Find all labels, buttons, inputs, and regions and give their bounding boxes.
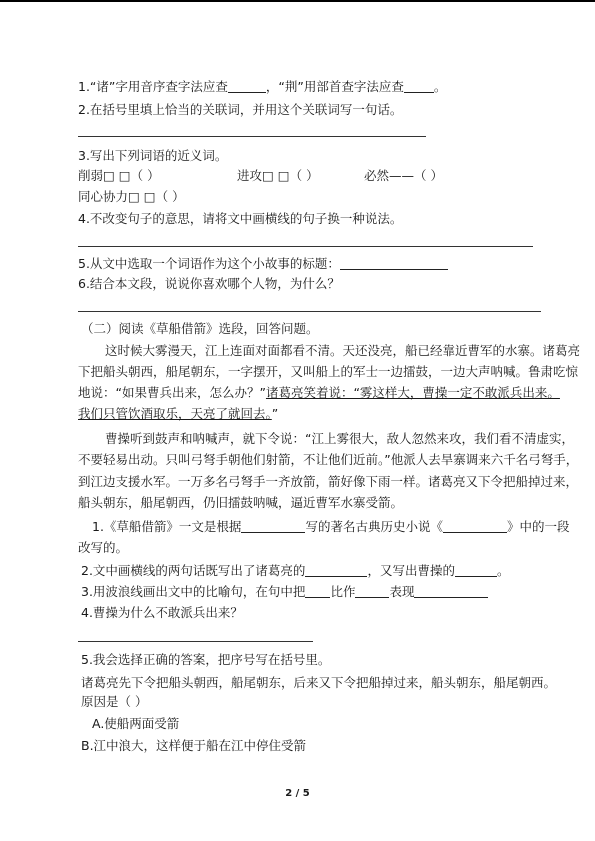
question-5-text: 5.从文中选取一个词语作为这个小故事的标题： — [78, 256, 340, 271]
answer-blank[interactable] — [414, 585, 488, 598]
passage-text: 地说：“如果曹兵出来，怎么办？” — [78, 385, 266, 400]
question-text: 表现 — [389, 584, 415, 599]
question-4: 4.不改变句子的意思，请将文中画横线的句子换一种说法。 — [78, 211, 403, 226]
question-5-stem-answer: 原因是（ ） — [81, 694, 148, 709]
header-rule — [0, 0, 595, 2]
answer-blank[interactable] — [355, 585, 389, 598]
passage-line: 到江边支援水军。一万多名弓弩手一齐放箭，箭好像下雨一样。诸葛亮又下令把船掉过来， — [78, 474, 579, 489]
section-2-question-2 — [81, 563, 509, 579]
passage-line — [78, 406, 278, 422]
question-text: 2.文中画横线的两句话既写出了诸葛亮的 — [81, 563, 306, 578]
answer-blank[interactable] — [305, 564, 367, 577]
question-text: 3.用波浪线画出文中的比喻句，在句中把 — [81, 584, 306, 599]
underlined-sentence: 诸葛亮笑着说：“雾这样大，曹操一定不敢派兵出来。 — [265, 385, 560, 400]
question-1-text-c: 。 — [433, 79, 447, 94]
answer-line[interactable] — [78, 246, 533, 247]
question-text: 写的著名古典历史小说《 — [305, 519, 443, 534]
question-3-item-2: 进攻□ □（ ） — [237, 168, 319, 183]
passage-line — [78, 385, 560, 401]
question-3: 3.写出下列词语的近义词。 — [78, 148, 228, 163]
option-a[interactable]: A.使船两面受箭 — [92, 716, 180, 731]
question-5 — [78, 256, 448, 272]
page-number: 2 / 5 — [285, 788, 310, 799]
answer-blank[interactable] — [443, 520, 507, 533]
question-text: 。 — [496, 563, 510, 578]
section-2-question-3 — [81, 584, 488, 600]
answer-blank[interactable] — [228, 80, 266, 93]
question-3-item-3: 必然——（ ） — [364, 168, 443, 183]
passage-line: 曹操听到鼓声和呐喊声，就下令说：“江上雾很大，敌人忽然来攻，我们看不清虚实， — [105, 431, 574, 446]
passage-line: 船头朝东，船尾朝西，仍旧擂鼓呐喊，逼近曹军水寨受箭。 — [78, 495, 404, 510]
question-text: 1.《草船借箭》一文是根据 — [92, 519, 242, 534]
question-6: 6.结合本文段，说说你喜欢哪个人物，为什么？ — [78, 276, 340, 291]
underlined-sentence: 我们只管饮酒取乐，天亮了就回去。 — [78, 406, 272, 421]
answer-line[interactable] — [78, 311, 541, 312]
section-2-question-1 — [92, 519, 569, 535]
section-2-title: （二）阅读《草船借箭》选段，回答问题。 — [81, 321, 319, 336]
passage-line: 不要轻易出动。只叫弓弩手朝他们射箭，不让他们近前。”他派人去旱寨调来六千名弓弩手， — [78, 452, 579, 467]
question-1 — [78, 79, 446, 95]
question-text: 》中的一段 — [506, 519, 570, 534]
answer-blank[interactable] — [340, 257, 448, 270]
answer-line[interactable] — [78, 641, 313, 642]
passage-line: 这时候大雾漫天，江上连面对面都看不清。天还没亮，船已经靠近曹军的水寨。诸葛亮 — [105, 343, 581, 358]
section-2-question-4: 4.曹操为什么不敢派兵出来？ — [81, 605, 243, 620]
question-2: 2.在括号里填上恰当的关联词，并用这个关联词写一句话。 — [78, 102, 403, 117]
answer-blank[interactable] — [404, 80, 434, 93]
question-1-text-a: 1.“诸”字用音序查字法应查 — [78, 79, 228, 94]
section-2-question-5: 5.我会选择正确的答案，把序号写在括号里。 — [81, 652, 331, 667]
question-5-stem: 诸葛亮先下令把船头朝西，船尾朝东，后来又下令把船掉过来，船头朝东，船尾朝西。 — [81, 675, 557, 690]
section-2-question-1-cont: 改写的。 — [78, 540, 129, 555]
passage-line: 下把船头朝西，船尾朝东，一字摆开，又叫船上的军士一边擂鼓，一边大声呐喊。鲁肃吃惊 — [78, 364, 579, 379]
question-text: ，又写出曹操的 — [367, 563, 455, 578]
question-3-item-4: 同心协力□ □（ ） — [78, 189, 185, 204]
answer-blank[interactable] — [455, 564, 497, 577]
question-3-item-1: 削弱□ □（ ） — [78, 168, 160, 183]
answer-line[interactable] — [78, 136, 426, 137]
question-text: 比作 — [330, 584, 356, 599]
question-1-text-b: ，“荆”用部首查字法应查 — [265, 79, 404, 94]
answer-blank[interactable] — [305, 585, 330, 598]
answer-blank[interactable] — [241, 520, 305, 533]
option-b[interactable]: B.江中浪大，这样便于船在江中停住受箭 — [81, 738, 307, 753]
passage-text: ” — [271, 406, 279, 421]
